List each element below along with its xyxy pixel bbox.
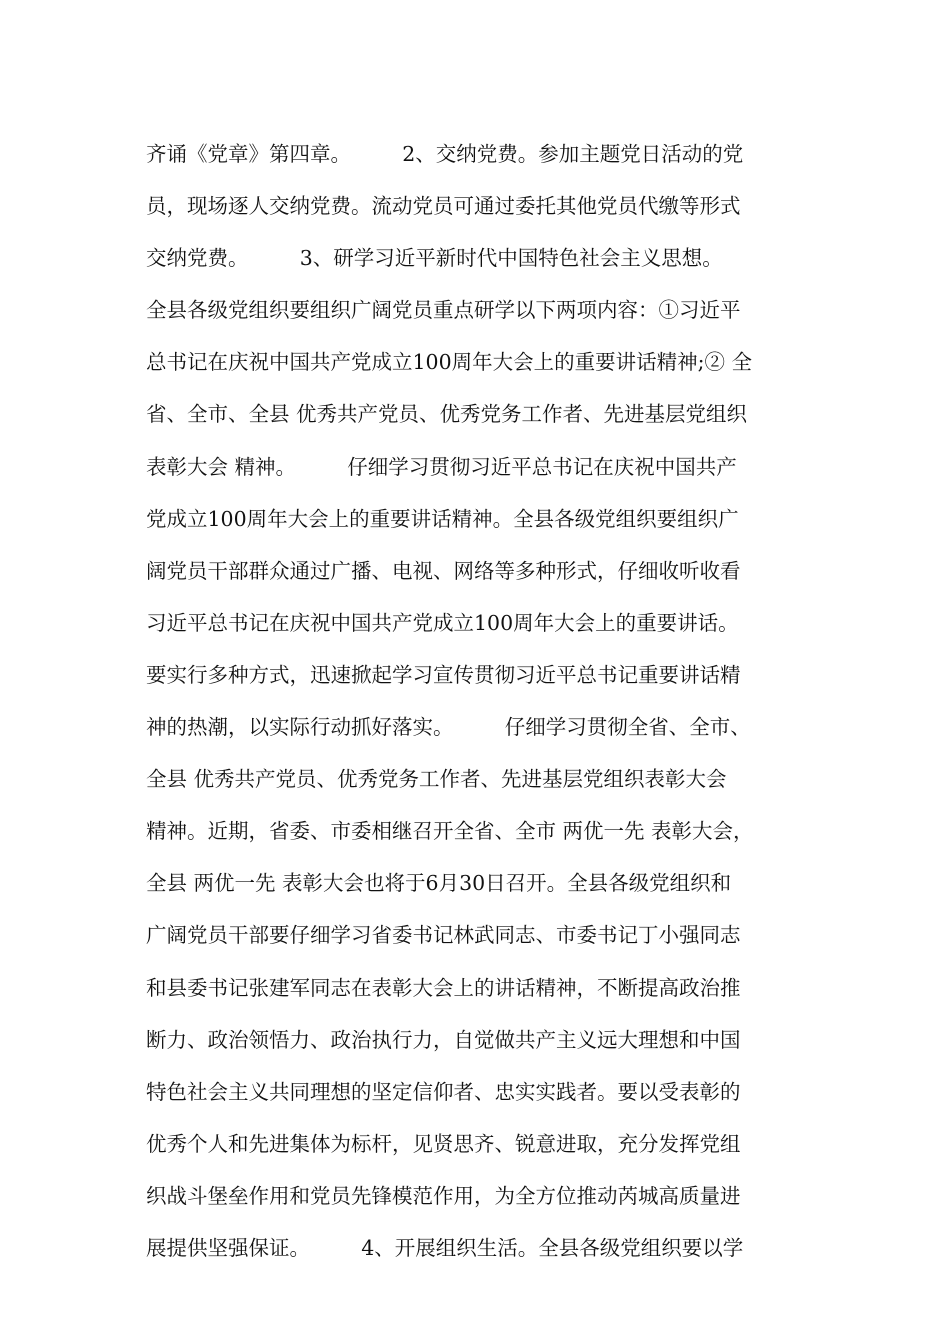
body-text: [146, 131, 826, 1277]
text-line-22: 展提供坚强保证。 4、开展组织生活。全县各级党组织要以学: [146, 1235, 744, 1260]
text-line-12: 神的热潮，以实际行动抓好落实。 仔细学习贯彻全省、全市、: [146, 715, 751, 740]
text-line-20: 优秀个人和先进集体为标杆，见贤思齐、锐意进取，充分发挥党组: [146, 1131, 741, 1156]
text-line-9: 阔党员干部群众通过广播、电视、网络等多种形式，仔细收听收看: [146, 558, 741, 583]
text-line-2: 员，现场逐人交纳党费。流动党员可通过委托其他党员代缴等形式: [146, 194, 741, 219]
text-line-19: 特色社会主义共同理想的坚定信仰者、忠实实践者。要以受表彰的: [146, 1079, 741, 1104]
text-line-16: 广阔党员干部要仔细学习省委书记林武同志、市委书记丁小强同志: [146, 923, 741, 948]
text-line-13: 全县 优秀共产党员、优秀党务工作者、先进基层党组织表彰大会: [146, 767, 727, 792]
text-line-7: 表彰大会 精神。 仔细学习贯彻习近平总书记在庆祝中国共产: [146, 454, 737, 479]
text-line-11: 要实行多种方式，迅速掀起学习宣传贯彻习近平总书记重要讲话精: [146, 662, 741, 687]
text-line-17: 和县委书记张建军同志在表彰大会上的讲话精神，不断提高政治推: [146, 975, 741, 1000]
text-line-6: 省、全市、全县 优秀共产党员、优秀党务工作者、先进基层党组织: [146, 402, 748, 427]
text-line-1: 齐诵《党章》第四章。 2、交纳党费。参加主题党日活动的党: [146, 142, 744, 166]
text-line-10: 习近平总书记在庆祝中国共产党成立100周年大会上的重要讲话。: [146, 610, 739, 635]
text-line-15: 全县 两优一先 表彰大会也将于6月30日召开。全县各级党组织和: [146, 871, 732, 896]
text-line-3: 交纳党费。 3、研学习近平新时代中国特色社会主义思想。: [146, 246, 723, 271]
text-line-8: 党成立100周年大会上的重要讲话精神。全县各级党组织要组织广: [146, 506, 739, 531]
text-line-21: 织战斗堡垒作用和党员先锋模范作用，为全方位推动芮城高质量进: [146, 1183, 741, 1208]
text-line-4: 全县各级党组织要组织广阔党员重点研学以下两项内容：①习近平: [146, 298, 741, 323]
text-line-18: 断力、政治领悟力、政治执行力，自觉做共产主义远大理想和中国: [146, 1027, 741, 1052]
text-line-5: 总书记在庆祝中国共产党成立100周年大会上的重要讲话精神;② 全: [146, 350, 753, 375]
text-line-14: 精神。近期，省委、市委相继召开全省、全市 两优一先 表彰大会，: [146, 819, 754, 844]
